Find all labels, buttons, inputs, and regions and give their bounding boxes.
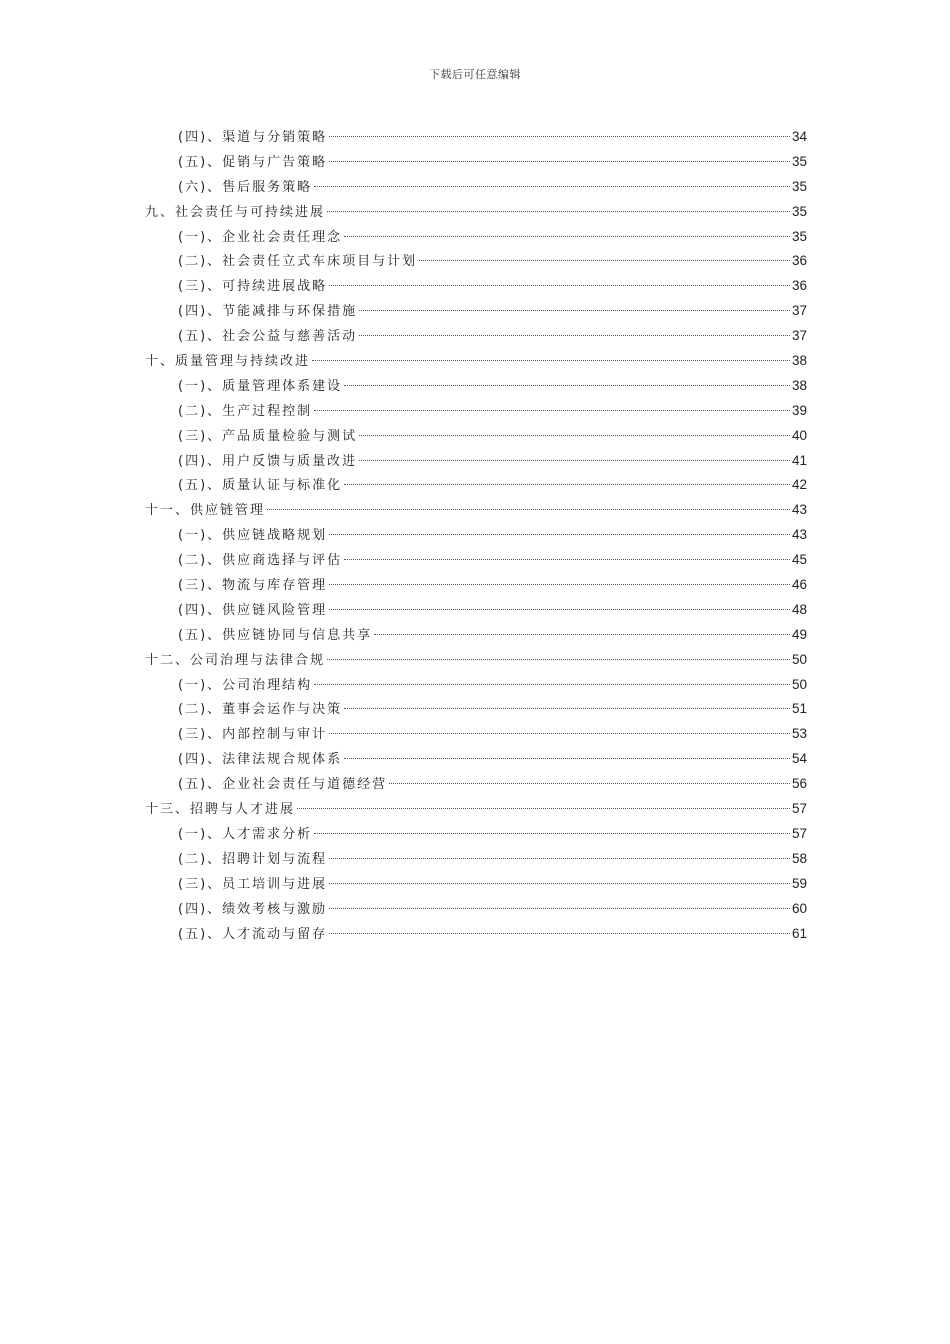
toc-entry-title: 十二、公司治理与法律合规 (145, 652, 326, 668)
toc-section-entry[interactable] (145, 697, 807, 722)
toc-section-entry[interactable] (145, 872, 807, 897)
toc-entry-title: (六)、售后服务策略 (178, 179, 313, 195)
toc-dot-leader (327, 659, 790, 660)
toc-entry-title: (五)、社会公益与慈善活动 (178, 329, 358, 345)
toc-section-entry[interactable] (145, 175, 807, 200)
toc-entry-page-number: 57 (791, 825, 807, 841)
toc-entry-page-number: 57 (791, 801, 807, 817)
toc-entry-page-number: 46 (791, 577, 807, 593)
toc-entry-title: (四)、绩效考核与激励 (178, 901, 328, 917)
toc-chapter-entry[interactable] (145, 200, 807, 225)
toc-entry-title: (三)、产品质量检验与测试 (178, 428, 358, 444)
toc-entry-title: (二)、生产过程控制 (178, 403, 313, 419)
toc-entry-title: (二)、社会责任立式车床项目与计划 (178, 254, 418, 270)
toc-section-entry[interactable] (145, 249, 807, 274)
toc-entry-page-number: 42 (791, 477, 807, 493)
toc-entry-title: (一)、供应链战略规划 (178, 528, 328, 544)
toc-entry-page-number: 58 (791, 850, 807, 866)
toc-entry-page-number: 48 (791, 601, 807, 617)
toc-entry-page-number: 59 (791, 875, 807, 891)
toc-entry-title: (五)、促销与广告策略 (178, 154, 328, 170)
toc-dot-leader (314, 186, 790, 187)
toc-entry-page-number: 35 (791, 203, 807, 219)
toc-entry-title: (一)、质量管理体系建设 (178, 378, 343, 394)
toc-section-entry[interactable] (145, 548, 807, 573)
toc-entry-title: (一)、人才需求分析 (178, 826, 313, 842)
toc-entry-title: (二)、招聘计划与流程 (178, 851, 328, 867)
table-of-contents (145, 125, 807, 946)
toc-entry-title: (五)、企业社会责任与道德经营 (178, 777, 388, 793)
toc-section-entry[interactable] (145, 523, 807, 548)
toc-section-entry[interactable] (145, 374, 807, 399)
toc-entry-page-number: 54 (791, 751, 807, 767)
toc-chapter-entry[interactable] (145, 648, 807, 673)
toc-section-entry[interactable] (145, 449, 807, 474)
toc-section-entry[interactable] (145, 150, 807, 175)
toc-entry-page-number: 45 (791, 552, 807, 568)
toc-entry-page-number: 43 (791, 502, 807, 518)
toc-entry-title: (一)、公司治理结构 (178, 677, 313, 693)
toc-dot-leader (312, 360, 790, 361)
toc-section-entry[interactable] (145, 274, 807, 299)
toc-entry-title: (五)、供应链协同与信息共享 (178, 627, 373, 643)
toc-entry-page-number: 50 (791, 676, 807, 692)
toc-entry-page-number: 53 (791, 726, 807, 742)
toc-section-entry[interactable] (145, 399, 807, 424)
toc-entry-page-number: 37 (791, 328, 807, 344)
toc-section-entry[interactable] (145, 722, 807, 747)
toc-dot-leader (267, 509, 790, 510)
toc-entry-title: (三)、员工培训与进展 (178, 876, 328, 892)
toc-section-entry[interactable] (145, 847, 807, 872)
toc-dot-leader (329, 933, 790, 934)
toc-dot-leader (314, 833, 790, 834)
toc-section-entry[interactable] (145, 822, 807, 847)
toc-section-entry[interactable] (145, 922, 807, 947)
toc-dot-leader (389, 783, 790, 784)
toc-entry-page-number: 38 (791, 377, 807, 393)
toc-entry-title: 十三、招聘与人才进展 (145, 802, 296, 818)
toc-section-entry[interactable] (145, 324, 807, 349)
toc-section-entry[interactable] (145, 772, 807, 797)
toc-entry-title: (四)、供应链风险管理 (178, 602, 328, 618)
toc-entry-title: 十一、供应链管理 (145, 503, 266, 519)
toc-dot-leader (359, 435, 790, 436)
toc-entry-title: (三)、内部控制与审计 (178, 727, 328, 743)
toc-entry-page-number: 61 (791, 925, 807, 941)
toc-entry-page-number: 60 (791, 900, 807, 916)
toc-dot-leader (327, 211, 790, 212)
toc-dot-leader (344, 758, 790, 759)
toc-chapter-entry[interactable] (145, 498, 807, 523)
toc-entry-page-number: 35 (791, 153, 807, 169)
toc-dot-leader (297, 808, 790, 809)
toc-entry-title: (二)、供应商选择与评估 (178, 553, 343, 569)
toc-entry-page-number: 34 (791, 129, 807, 144)
toc-section-entry[interactable] (145, 424, 807, 449)
toc-entry-title: (四)、法律法规合规体系 (178, 752, 343, 768)
toc-dot-leader (374, 634, 790, 635)
toc-dot-leader (344, 236, 790, 237)
toc-dot-leader (329, 908, 790, 909)
toc-section-entry[interactable] (145, 623, 807, 648)
toc-entry-page-number: 56 (791, 776, 807, 792)
toc-section-entry[interactable] (145, 225, 807, 250)
toc-entry-page-number: 38 (791, 353, 807, 369)
toc-entry-title: (四)、节能减排与环保措施 (178, 304, 358, 320)
toc-chapter-entry[interactable] (145, 349, 807, 374)
toc-entry-page-number: 35 (791, 228, 807, 244)
toc-dot-leader (359, 460, 790, 461)
toc-dot-leader (329, 858, 790, 859)
toc-section-entry[interactable] (145, 747, 807, 772)
toc-entry-page-number: 43 (791, 527, 807, 543)
toc-entry-page-number: 49 (791, 626, 807, 642)
toc-dot-leader (419, 260, 790, 261)
toc-dot-leader (329, 534, 790, 535)
toc-dot-leader (329, 733, 790, 734)
toc-dot-leader (344, 559, 790, 560)
toc-entry-title: 十、质量管理与持续改进 (145, 354, 311, 370)
toc-entry-page-number: 36 (791, 278, 807, 294)
toc-dot-leader (329, 883, 790, 884)
toc-section-entry[interactable] (145, 598, 807, 623)
toc-section-entry[interactable] (145, 897, 807, 922)
toc-entry-page-number: 36 (791, 253, 807, 269)
toc-entry-title: (二)、董事会运作与决策 (178, 702, 343, 718)
toc-entry-title: (三)、物流与库存管理 (178, 578, 328, 594)
toc-section-entry[interactable] (145, 125, 807, 150)
toc-entry-title: 九、社会责任与可持续进展 (145, 204, 326, 220)
toc-entry-title: (五)、质量认证与标准化 (178, 478, 343, 494)
toc-entry-title: (三)、可持续进展战略 (178, 279, 328, 295)
toc-chapter-entry[interactable] (145, 797, 807, 822)
toc-dot-leader (329, 136, 790, 137)
toc-entry-page-number: 51 (791, 701, 807, 717)
toc-entry-page-number: 35 (791, 178, 807, 194)
toc-dot-leader (329, 285, 790, 286)
toc-dot-leader (329, 584, 790, 585)
toc-entry-page-number: 39 (791, 402, 807, 418)
toc-entry-page-number: 41 (791, 452, 807, 468)
toc-dot-leader (329, 161, 790, 162)
toc-section-entry[interactable] (145, 673, 807, 698)
toc-entry-title: (四)、用户反馈与质量改进 (178, 453, 358, 469)
page-header: 下载后可任意编辑 (429, 68, 521, 81)
toc-entry-page-number: 40 (791, 427, 807, 443)
toc-dot-leader (344, 708, 790, 709)
toc-dot-leader (344, 385, 790, 386)
toc-section-entry[interactable] (145, 573, 807, 598)
toc-entry-title: (一)、企业社会责任理念 (178, 229, 343, 245)
toc-dot-leader (359, 310, 790, 311)
toc-dot-leader (344, 484, 790, 485)
toc-entry-page-number: 37 (791, 303, 807, 319)
toc-entry-title: (四)、渠道与分销策略 (178, 130, 328, 145)
toc-dot-leader (329, 609, 790, 610)
toc-dot-leader (314, 684, 790, 685)
toc-entry-page-number: 50 (791, 651, 807, 667)
toc-section-entry[interactable] (145, 473, 807, 498)
toc-entry-title: (五)、人才流动与留存 (178, 926, 328, 942)
toc-dot-leader (314, 410, 790, 411)
toc-section-entry[interactable] (145, 299, 807, 324)
toc-dot-leader (359, 335, 790, 336)
